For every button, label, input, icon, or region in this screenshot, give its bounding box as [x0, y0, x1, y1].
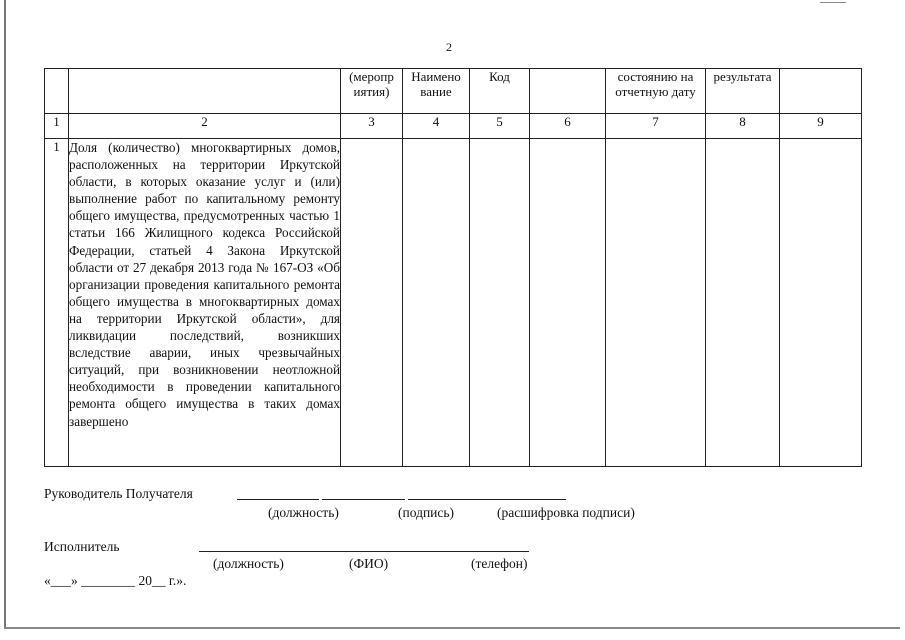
- header-cell: (меропр иятия): [341, 69, 403, 114]
- signature-decoding-line: [408, 499, 566, 500]
- head-position-caption: (должность): [268, 505, 339, 520]
- position-line: [237, 499, 319, 500]
- column-number: 2: [69, 114, 341, 139]
- executor-phone-caption: (телефон): [471, 556, 528, 571]
- page-number: 2: [446, 40, 452, 54]
- table-cell: [706, 139, 780, 467]
- corner-mark: [820, 2, 846, 3]
- column-number: 8: [706, 114, 780, 139]
- page-frame-left: [4, 0, 6, 628]
- table-cell: [780, 139, 862, 467]
- header-cell: [530, 69, 606, 114]
- column-number: 7: [606, 114, 706, 139]
- column-number: 6: [530, 114, 606, 139]
- column-number: 5: [470, 114, 530, 139]
- head-label: Руководитель Получателя: [44, 486, 193, 501]
- table-row: [45, 139, 862, 467]
- column-number: 1: [45, 114, 69, 139]
- row-number: 1: [45, 139, 69, 467]
- column-number: 3: [341, 114, 403, 139]
- table-cell: [606, 139, 706, 467]
- signature-line: [322, 499, 405, 500]
- header-cell: результата: [706, 69, 780, 114]
- date-line: «___» ________ 20__ г.».: [44, 573, 187, 588]
- indicator-description: Доля (количество) многоквартирных домов, расположенных на территории Иркутской области, в которых оказание услуг и (или) выполнение работ по капитальному ремонту общего имущества, предусмотренных частью 1 статьи 166 Жилищного кодекса Российской Федерации, статьей 4 Закона Иркутской области от 27 декабря 2013 года № 167-ОЗ «Об организации проведения капитального ремонта общего имущества в многоквартирных домах на территории Иркутской области», для ликвидации последствий, возникших вследствие аварии, иных чрезвычайных ситуаций, при возникновении неотложной необходимости в проведении капитального ремонта общего имущества в таких домах завершено: [69, 139, 341, 467]
- header-cell: Наимено вание: [403, 69, 470, 114]
- table-cell: [403, 139, 470, 467]
- column-number: 4: [403, 114, 470, 139]
- head-decoding-caption: (расшифровка подписи): [497, 505, 635, 520]
- header-cell: [69, 69, 341, 114]
- table-header-row: [45, 69, 862, 114]
- executor-label: Исполнитель: [44, 539, 120, 554]
- executor-position-caption: (должность): [213, 556, 284, 571]
- executor-line: [199, 551, 529, 552]
- page-frame-bottom: [4, 627, 900, 629]
- column-number-row: [45, 114, 862, 139]
- header-cell: [45, 69, 69, 114]
- indicators-table: [44, 68, 862, 467]
- table-cell: [470, 139, 530, 467]
- header-cell: состоянию на отчетную дату: [606, 69, 706, 114]
- executor-name-caption: (ФИО): [349, 556, 389, 571]
- table-cell: [341, 139, 403, 467]
- header-cell: Код: [470, 69, 530, 114]
- column-number: 9: [780, 114, 862, 139]
- head-signature-caption: (подпись): [398, 505, 455, 520]
- table-cell: [530, 139, 606, 467]
- header-cell: [780, 69, 862, 114]
